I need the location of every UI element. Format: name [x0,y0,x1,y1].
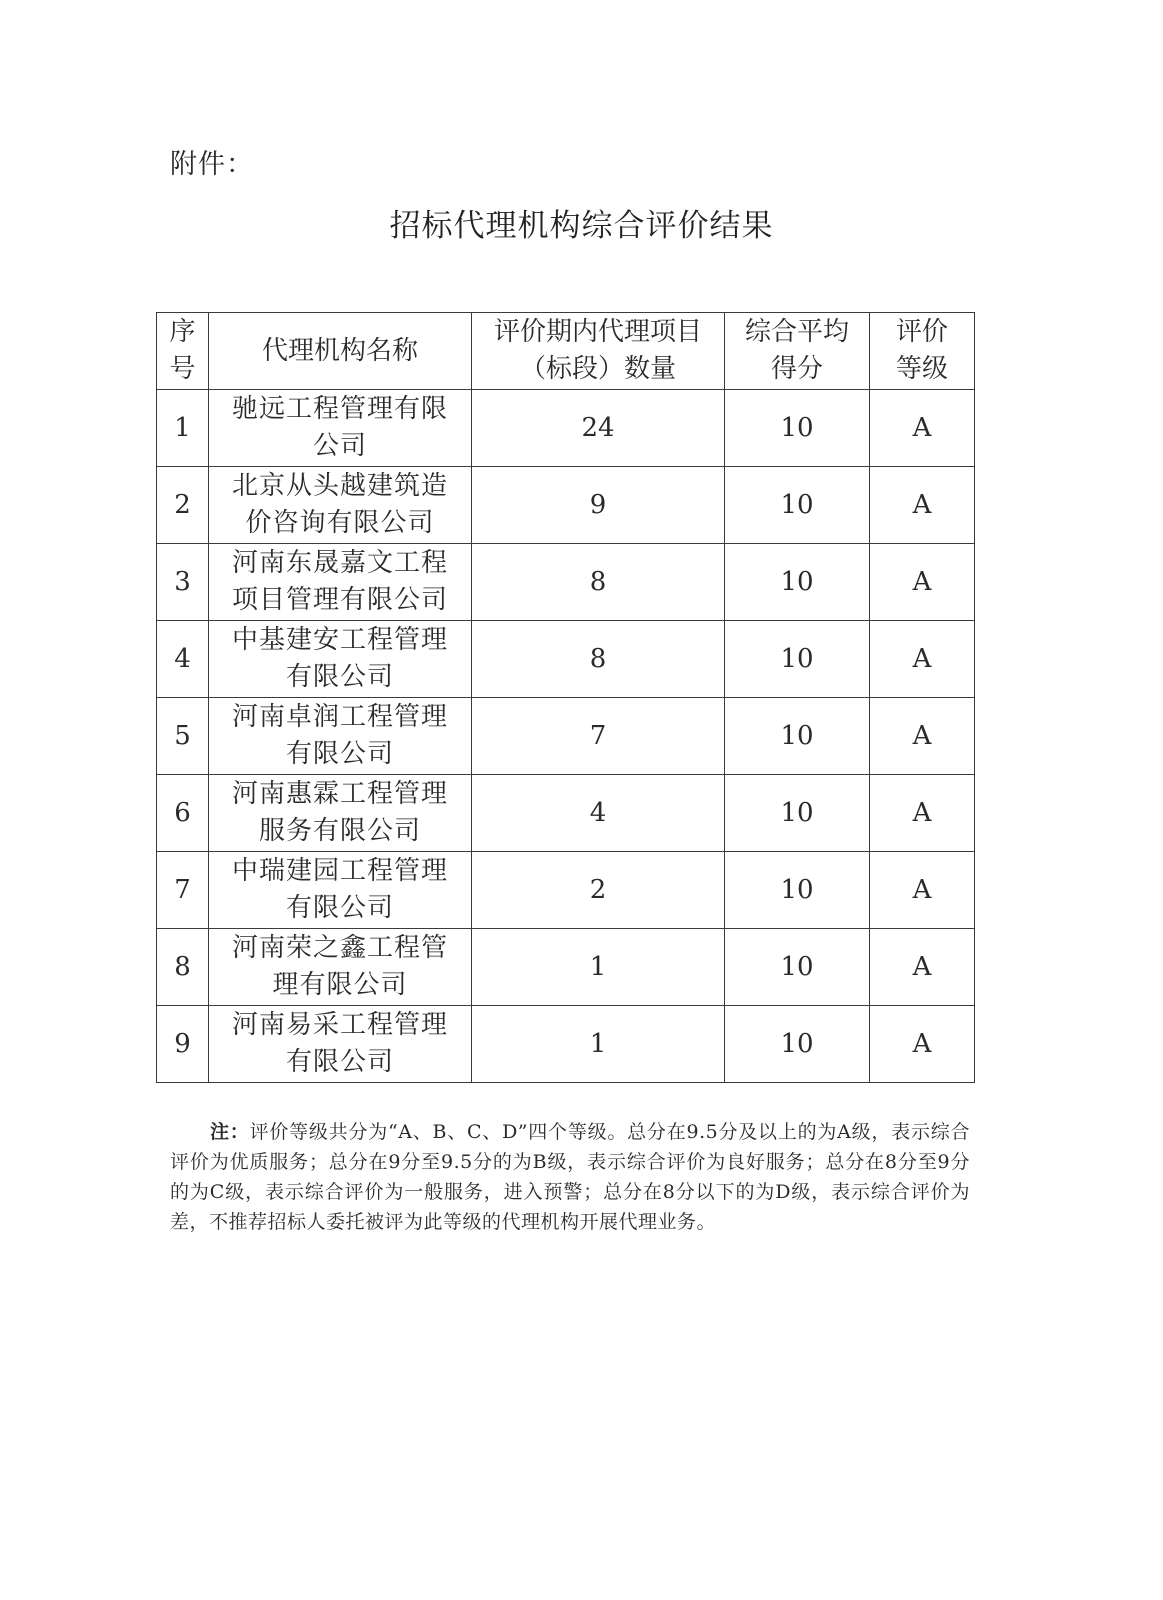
agency-name-line2: 有限公司 [285,662,394,692]
row-index: 7 [157,852,209,929]
row-grade: A [870,775,975,852]
note-prefix: 注： [210,1121,250,1143]
row-project-count: 1 [472,1006,725,1083]
row-agency-name [209,621,472,698]
header-grade-line2: 等级 [895,354,948,384]
row-agency-name [209,929,472,1006]
row-average-score: 10 [725,467,870,544]
row-agency-name [209,775,472,852]
row-grade: A [870,467,975,544]
row-agency-name [209,852,472,929]
row-project-count: 8 [472,621,725,698]
row-average-score: 10 [725,390,870,467]
header-grade-line1: 评价 [895,317,948,347]
note-text: 评价等级共分为“A、B、C、D”四个等级。总分在9.5分及以上的为A级，表示综合评价为优质服务；总分在9分至9.5分的为B级，表示综合评价为良好服务；总分在8分至9分的为C级，表示综合评价为一般服务，进入预警；总分在8分以下的为D级，表示综合评价为差，不推荐招标人委托被评为此等级的代理机构开展代理业务。 [170,1121,970,1233]
row-grade: A [870,390,975,467]
agency-name-line2: 价咨询有限公司 [245,508,435,538]
row-grade: A [870,929,975,1006]
evaluation-results-table [156,312,975,1083]
header-project-count-line2: （标段）数量 [519,354,676,384]
agency-name-line1: 驰远工程管理有限 [231,394,448,424]
row-project-count: 7 [472,698,725,775]
table-row [157,621,975,698]
table-row [157,467,975,544]
agency-name-line2: 有限公司 [285,1047,394,1077]
agency-name-line2: 有限公司 [285,739,394,769]
row-project-count: 8 [472,544,725,621]
row-project-count: 24 [472,390,725,467]
header-average-score [725,313,870,390]
row-average-score: 10 [725,852,870,929]
table-row [157,390,975,467]
row-index: 9 [157,1006,209,1083]
header-average-score-line1: 综合平均 [744,317,849,347]
row-project-count: 4 [472,775,725,852]
header-agency-name-text: 代理机构名称 [261,335,418,366]
header-agency-name [209,313,472,390]
agency-name-line1: 河南卓润工程管理 [231,702,448,732]
row-grade: A [870,544,975,621]
row-average-score: 10 [725,544,870,621]
row-grade: A [870,621,975,698]
table-header-row [157,313,975,390]
row-agency-name [209,390,472,467]
row-agency-name [209,1006,472,1083]
agency-name-line2: 有限公司 [285,893,394,923]
header-average-score-line2: 得分 [770,354,823,384]
agency-name-line1: 中基建安工程管理 [231,625,448,655]
table-row [157,698,975,775]
row-project-count: 2 [472,852,725,929]
table-row [157,1006,975,1083]
agency-name-line2: 项目管理有限公司 [231,585,448,615]
table-row [157,929,975,1006]
header-project-count [472,313,725,390]
agency-name-line1: 河南荣之鑫工程管 [231,933,448,963]
row-index: 4 [157,621,209,698]
row-agency-name [209,467,472,544]
attachment-label: 附件： [170,149,254,180]
agency-name-line1: 河南易采工程管理 [231,1010,448,1040]
row-index: 5 [157,698,209,775]
header-grade [870,313,975,390]
row-index: 6 [157,775,209,852]
row-grade: A [870,698,975,775]
row-index: 8 [157,929,209,1006]
row-average-score: 10 [725,929,870,1006]
row-index: 3 [157,544,209,621]
agency-name-line1: 中瑞建园工程管理 [231,856,448,886]
table-row [157,775,975,852]
document-title: 招标代理机构综合评价结果 [389,208,774,244]
row-index: 1 [157,390,209,467]
row-average-score: 10 [725,775,870,852]
row-agency-name [209,698,472,775]
row-project-count: 1 [472,929,725,1006]
header-project-count-line1: 评价期内代理项目 [493,317,702,347]
agency-name-line2: 服务有限公司 [258,816,421,846]
row-grade: A [870,852,975,929]
grading-note [170,1117,970,1237]
agency-name-line2: 理有限公司 [272,970,408,1000]
header-index [157,313,209,390]
agency-name-line2: 公司 [312,431,367,461]
row-average-score: 10 [725,621,870,698]
row-grade: A [870,1006,975,1083]
table-row [157,544,975,621]
row-index: 2 [157,467,209,544]
header-index-line1: 序 [169,317,196,347]
row-project-count: 9 [472,467,725,544]
agency-name-line1: 河南惠霖工程管理 [231,779,448,809]
row-average-score: 10 [725,698,870,775]
agency-name-line1: 河南东晟嘉文工程 [231,548,448,578]
table-row [157,852,975,929]
row-average-score: 10 [725,1006,870,1083]
row-agency-name [209,544,472,621]
agency-name-line1: 北京从头越建筑造 [231,471,448,501]
header-index-line2: 号 [169,354,196,384]
